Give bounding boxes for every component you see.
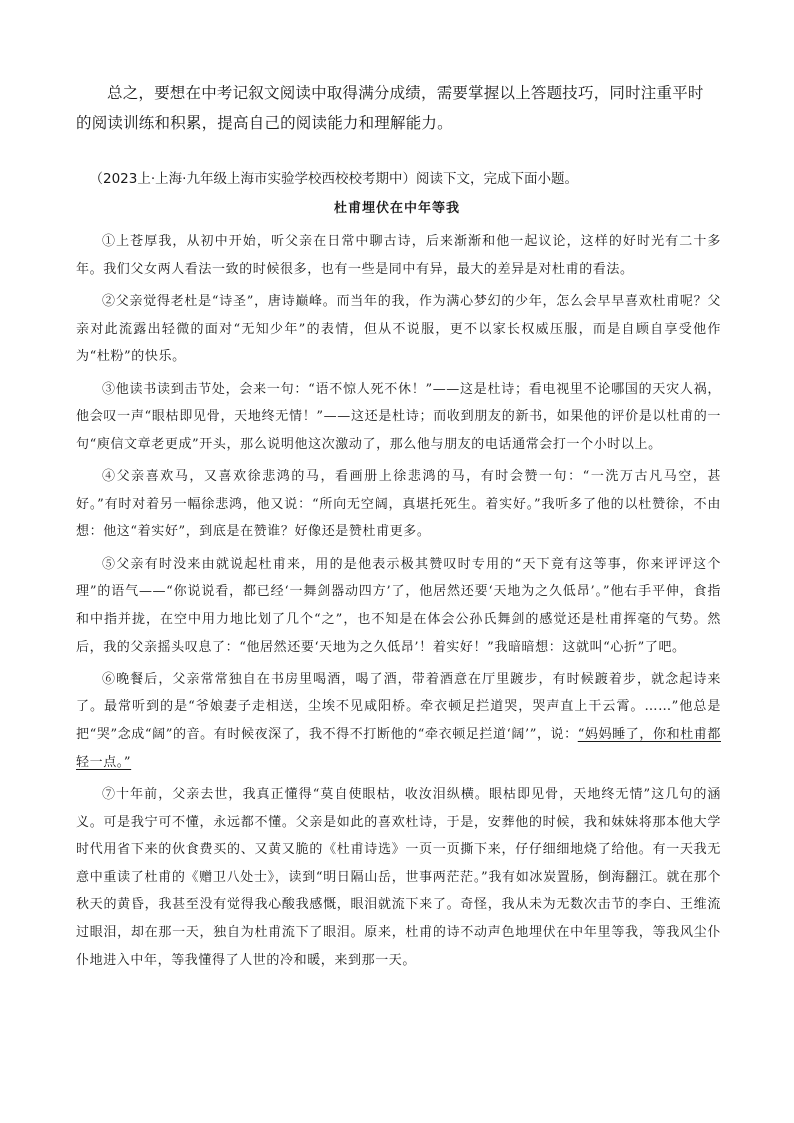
summary-paragraph: 总之，要想在中考记叙文阅读中取得满分成绩，需要掌握以上答题技巧，同时注重平时的阅读训练和积累，提高自己的阅读能力和理解能力。 xyxy=(76,84,704,132)
paragraph-5: ⑤父亲有时没来由就说起杜甫来，用的是他表示极其赞叹时专用的“天下竟有这等事，你来评评这个理”的语气——“你说说看，都已经‘一舞剑器动四方’了，他居然还要‘天地为之久低昂’。”他右手平伸，食指和中指并拢，在空中用力地比划了几个“之”，也不知是在体会公孙氏舞剑的感觉还是杜甫挥毫的气势。然后，我的父亲摇头叹息了：“他居然还要‘天地为之久低昂’！着实好！”我暗暗想：这就叫“心折”了吧。 xyxy=(76,556,721,655)
paragraph-1: ①上苍厚我，从初中开始，听父亲在日常中聊古诗，后来渐渐和他一起议论，这样的好时光有二十多年。我们父女两人看法一致的时候很多，也有一些是同中有异，最大的差异是对杜甫的看法。 xyxy=(76,234,721,277)
source-line: （2023上·上海·九年级上海市实验学校西校校考期中）阅读下文，完成下面小题。 xyxy=(89,171,578,187)
paragraph-6-text: ⑥晚餐后，父亲常常独自在书房里喝酒，喝了酒，带着酒意在厅里踱步，有时候踱着步，就念起诗来了。最常听到的是“爷娘妻子走相送，尘埃不见咸阳桥。牵衣顿足拦道哭，哭声直上干云霄。……”他总是把“哭”念成“阔”的音。有时候夜深了，我不得不打断他的“牵衣顿足拦道‘阔’”，说： xyxy=(76,671,721,743)
article-title: 杜甫埋伏在中年等我 xyxy=(333,201,460,216)
paragraph-6 xyxy=(76,666,721,776)
paragraph-4: ④父亲喜欢马，又喜欢徐悲鸿的马，看画册上徐悲鸿的马，有时会赞一句：“一洗万古凡马空，甚好。”有时对着另一幅徐悲鸿，他又说：“所向无空阔，真堪托死生。着实好。”我听多了他的以杜赞徐，不由想：他这“着实好”，到底是在赞谁？好像还是赞杜甫更多。 xyxy=(76,469,721,540)
article-body xyxy=(76,228,721,979)
paragraph-3: ③他读书读到击节处，会来一句：“语不惊人死不休！”——这是杜诗；看电视里不论哪国的天灾人祸，他会叹一声“眼枯即见骨，天地终无情！”——这还是杜诗；而收到朋友的新书，如果他的评价是以杜甫的一句“庾信文章老更成”开头，那么说明他这次激动了，那么他与朋友的电话通常会打一个小时以上。 xyxy=(76,381,721,452)
paragraph-7: ⑦十年前，父亲去世，我真正懂得“莫自使眼枯，收汝泪纵横。眼枯即见骨，天地终无情”这几句的涵义。可是我宁可不懂，永远都不懂。父亲是如此的喜欢杜诗，于是，安葬他的时候，我和妹妹将那本他大学时代用省下来的伙食费买的、又黄又脆的《杜甫诗选》一页一页撕下来，仔仔细细地烧了给他。有一天我无意中重读了杜甫的《赠卫八处士》，读到“明日隔山岳，世事两茫茫。”我有如冰炭置肠，倒海翻江。就在那个秋天的黄昏，我甚至没有觉得我心酸我感慨，眼泪就流下来了。奇怪，我从未为无数次击节的李白、王维流过眼泪，却在那一天，独自为杜甫流下了眼泪。原来，杜甫的诗不动声色地埋伏在中年里等我，等我风尘仆仆地进入中年，等我懂得了人世的冷和暖，来到那一天。 xyxy=(76,787,721,968)
paragraph-2: ②父亲觉得老杜是“诗圣”，唐诗巅峰。而当年的我，作为满心梦幻的少年，怎么会早早喜欢杜甫呢？父亲对此流露出轻微的面对“无知少年”的表情，但从不说服，更不以家长权威压服，而是自顾自享受他作为“杜粉”的快乐。 xyxy=(76,293,721,365)
underlined-quote: “妈妈睡了，你和杜甫都轻一点。” xyxy=(76,727,721,770)
